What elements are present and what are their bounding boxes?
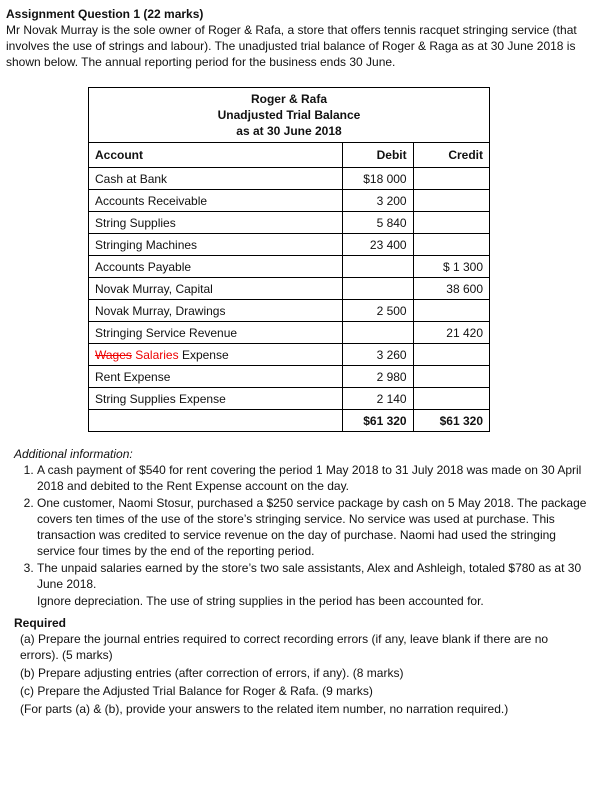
account-name: Novak Murray, Drawings bbox=[89, 300, 343, 322]
info-list bbox=[17, 462, 587, 592]
debit-cell bbox=[343, 322, 413, 344]
required-label: Required bbox=[14, 616, 67, 630]
account-name: Cash at Bank bbox=[89, 168, 343, 190]
trial-balance-table bbox=[88, 87, 490, 432]
table-row bbox=[89, 190, 490, 212]
debit-cell: 5 840 bbox=[343, 212, 413, 234]
debit-cell bbox=[343, 256, 413, 278]
table-row bbox=[89, 300, 490, 322]
account-name: Stringing Machines bbox=[89, 234, 343, 256]
header-debit: Debit bbox=[343, 143, 413, 168]
required-item: (c) Prepare the Adjusted Trial Balance for Roger & Rafa. (9 marks) bbox=[20, 684, 373, 698]
debit-cell: $18 000 bbox=[343, 168, 413, 190]
total-credit: $61 320 bbox=[413, 410, 489, 432]
account-name: Wages Salaries Expense bbox=[89, 344, 343, 366]
note: Ignore depreciation. The use of string supplies in the period has been accounted for. bbox=[37, 594, 484, 608]
credit-cell: 38 600 bbox=[413, 278, 489, 300]
credit-cell bbox=[413, 212, 489, 234]
header-row bbox=[89, 143, 490, 168]
account-name: Accounts Payable bbox=[89, 256, 343, 278]
required-item: (a) Prepare the journal entries required to correct recording errors (if any, leave blank if there are no errors). (5 marks) bbox=[20, 632, 549, 662]
debit-cell: 23 400 bbox=[343, 234, 413, 256]
table-row bbox=[89, 366, 490, 388]
table-row bbox=[89, 234, 490, 256]
table-row bbox=[89, 322, 490, 344]
debit-cell: 2 140 bbox=[343, 388, 413, 410]
statement-date: as at 30 June 2018 bbox=[236, 124, 342, 138]
debit-cell: 2 980 bbox=[343, 366, 413, 388]
credit-cell bbox=[413, 300, 489, 322]
credit-cell: 21 420 bbox=[413, 322, 489, 344]
credit-cell bbox=[413, 234, 489, 256]
intro-paragraph: Mr Novak Murray is the sole owner of Roger & Rafa, a store that offers tennis racquet stringing service (that involves the use of strings and labour). The unadjusted trial balance of Roger & Raga as at 30 June 2018 is shown below. The annual reporting period for the business ends 30 June. bbox=[6, 23, 577, 69]
credit-cell bbox=[413, 344, 489, 366]
credit-cell bbox=[413, 190, 489, 212]
statement-name: Unadjusted Trial Balance bbox=[217, 108, 361, 122]
additional-info bbox=[14, 446, 587, 719]
table-row bbox=[89, 278, 490, 300]
credit-cell bbox=[413, 168, 489, 190]
table-row bbox=[89, 388, 490, 410]
header-credit: Credit bbox=[413, 143, 489, 168]
table-row bbox=[89, 212, 490, 234]
debit-cell bbox=[343, 278, 413, 300]
total-row bbox=[89, 410, 490, 432]
struck-text: Wages bbox=[95, 347, 132, 362]
account-name: String Supplies bbox=[89, 212, 343, 234]
credit-cell bbox=[413, 366, 489, 388]
required-item: (For parts (a) & (b), provide your answers to the related item number, no narration required.) bbox=[20, 702, 509, 716]
info-item: 1. A cash payment of $540 for rent covering the period 1 May 2018 to 31 July 2018 was made on 30 April 2018 and debited to the Rent Expense account on the day. bbox=[37, 462, 587, 494]
credit-cell: $ 1 300 bbox=[413, 256, 489, 278]
debit-cell: 2 500 bbox=[343, 300, 413, 322]
info-item: 2. One customer, Naomi Stosur, purchased a $250 service package by cash on 5 May 2018. The package covers ten times of the use of the store’s stringing service. No service was used at purchase. This transaction was credited to service revenue on the day of purchase. Naomi had used the stringing service four times by the end of the reporting period. bbox=[37, 495, 587, 559]
account-name: Stringing Service Revenue bbox=[89, 322, 343, 344]
question-title: Assignment Question 1 (22 marks) bbox=[6, 7, 204, 21]
credit-cell bbox=[413, 388, 489, 410]
table-row bbox=[89, 168, 490, 190]
account-name: Accounts Receivable bbox=[89, 190, 343, 212]
total-debit: $61 320 bbox=[343, 410, 413, 432]
account-name: Novak Murray, Capital bbox=[89, 278, 343, 300]
table-row bbox=[89, 344, 490, 366]
debit-cell: 3 260 bbox=[343, 344, 413, 366]
required-item: (b) Prepare adjusting entries (after correction of errors, if any). (8 marks) bbox=[20, 666, 404, 680]
debit-cell: 3 200 bbox=[343, 190, 413, 212]
business-name: Roger & Rafa bbox=[250, 92, 327, 106]
header-account: Account bbox=[89, 143, 343, 168]
additional-label: Additional information: bbox=[14, 447, 133, 461]
table-title bbox=[89, 88, 490, 143]
table-row bbox=[89, 256, 490, 278]
question-header bbox=[6, 6, 591, 70]
correction-text: Salaries bbox=[135, 347, 179, 362]
account-name: String Supplies Expense bbox=[89, 388, 343, 410]
info-item: 3. The unpaid salaries earned by the store’s two sale assistants, Alex and Ashleigh, totaled $780 as at 30 June 2018. bbox=[37, 560, 587, 592]
account-name: Rent Expense bbox=[89, 366, 343, 388]
